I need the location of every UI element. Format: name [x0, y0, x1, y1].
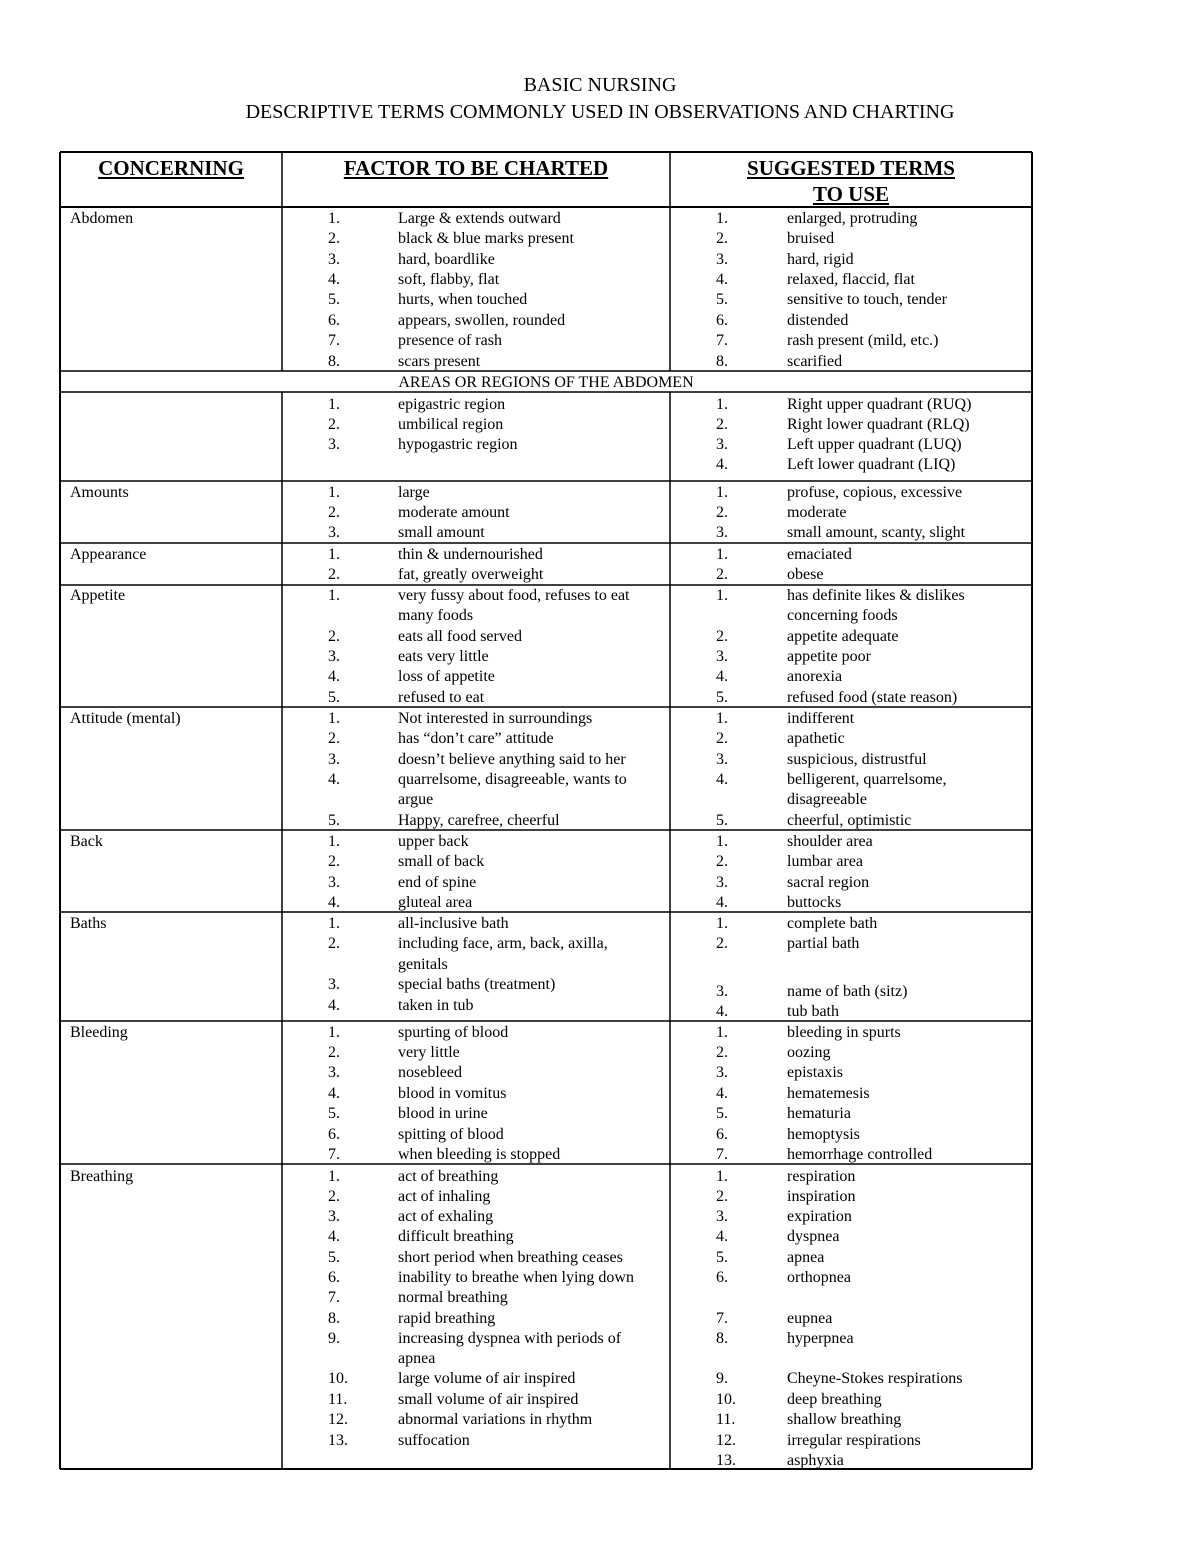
factor-text: act of breathing [398, 1168, 499, 1185]
term-text: small amount, scanty, slight [787, 524, 966, 541]
term-number: 2. [716, 628, 728, 645]
term-text: hyperpnea [787, 1330, 854, 1347]
factor-number: 1. [328, 1168, 340, 1185]
term-number: 5. [716, 1249, 728, 1266]
page-subtitle: DESCRIPTIVE TERMS COMMONLY USED IN OBSERVATIONS AND CHARTING [245, 101, 955, 123]
factor-text: apnea [398, 1350, 436, 1367]
factor-text: scars present [398, 353, 481, 370]
term-text: asphyxia [787, 1452, 844, 1469]
term-number: 5. [716, 1105, 728, 1122]
factor-text: hurts, when touched [398, 291, 528, 308]
factor-text: many foods [398, 607, 474, 624]
concerning-label: Baths [70, 915, 107, 932]
factor-number: 1. [328, 710, 340, 727]
factor-text: spitting of blood [398, 1126, 504, 1143]
factor-number: 7. [328, 1289, 340, 1306]
factor-number: 2. [328, 935, 340, 952]
term-number: 3. [716, 648, 728, 665]
factor-text: Large & extends outward [398, 210, 561, 227]
factor-text: blood in urine [398, 1105, 488, 1122]
factor-text: argue [398, 791, 434, 808]
term-number: 9. [716, 1370, 728, 1387]
term-number: 7. [716, 1146, 728, 1163]
factor-text: thin & undernourished [398, 546, 543, 563]
factor-text: increasing dyspnea with periods of [398, 1330, 622, 1347]
factor-text: eats very little [398, 648, 489, 665]
factor-number: 2. [328, 1044, 340, 1061]
factor-number: 11. [328, 1391, 348, 1408]
term-text: bleeding in spurts [787, 1024, 901, 1041]
term-number: 2. [716, 853, 728, 870]
factor-text: umbilical region [398, 416, 504, 433]
term-number: 5. [716, 291, 728, 308]
factor-number: 2. [328, 230, 340, 247]
concerning-label: Breathing [70, 1168, 134, 1185]
term-text: Left lower quadrant (LIQ) [787, 456, 956, 473]
factor-text: small volume of air inspired [398, 1391, 579, 1408]
factor-number: 4. [328, 894, 340, 911]
factor-text: nosebleed [398, 1064, 462, 1081]
term-text: profuse, copious, excessive [787, 484, 963, 501]
term-number: 5. [716, 812, 728, 829]
factor-text: hard, boardlike [398, 251, 495, 268]
factor-number: 3. [328, 648, 340, 665]
term-text: concerning foods [787, 607, 898, 624]
term-number: 11. [716, 1411, 736, 1428]
factor-text: soft, flabby, flat [398, 271, 500, 288]
term-number: 1. [716, 396, 728, 413]
term-number: 2. [716, 566, 728, 583]
term-text: irregular respirations [787, 1432, 921, 1449]
factor-text: appears, swollen, rounded [398, 312, 566, 329]
factor-text: moderate amount [398, 504, 510, 521]
factor-number: 5. [328, 812, 340, 829]
term-text: hemorrhage controlled [787, 1146, 933, 1163]
header-factor: FACTOR TO BE CHARTED [343, 156, 609, 180]
term-number: 1. [716, 915, 728, 932]
factor-text: small of back [398, 853, 485, 870]
factor-number: 3. [328, 976, 340, 993]
term-text: rash present (mild, etc.) [787, 332, 939, 349]
factor-number: 3. [328, 436, 340, 453]
factor-number: 2. [328, 504, 340, 521]
factor-number: 5. [328, 1105, 340, 1122]
term-text: hemoptysis [787, 1126, 860, 1143]
term-text: Right upper quadrant (RUQ) [787, 396, 972, 413]
factor-text: including face, arm, back, axilla, [398, 935, 608, 952]
concerning-label: Appearance [70, 546, 147, 563]
term-text: appetite adequate [787, 628, 899, 645]
term-number: 13. [716, 1452, 736, 1469]
term-number: 1. [716, 484, 728, 501]
factor-number: 3. [328, 251, 340, 268]
term-number: 4. [716, 271, 728, 288]
term-text: suspicious, distrustful [787, 751, 927, 768]
term-text: refused food (state reason) [787, 689, 958, 706]
concerning-label: Attitude (mental) [70, 710, 181, 727]
term-number: 2. [716, 1188, 728, 1205]
term-number: 7. [716, 332, 728, 349]
term-number: 8. [716, 1330, 728, 1347]
term-number: 8. [716, 353, 728, 370]
term-number: 4. [716, 456, 728, 473]
term-number: 12. [716, 1432, 736, 1449]
factor-number: 3. [328, 1208, 340, 1225]
factor-number: 4. [328, 1085, 340, 1102]
term-number: 3. [716, 983, 728, 1000]
term-number: 2. [716, 1044, 728, 1061]
factor-text: abnormal variations in rhythm [398, 1411, 593, 1428]
factor-text: inability to breathe when lying down [398, 1269, 634, 1286]
factor-text: act of exhaling [398, 1208, 494, 1225]
factor-number: 2. [328, 1188, 340, 1205]
factor-text: Not interested in surroundings [398, 710, 593, 727]
term-text: enlarged, protruding [787, 210, 918, 227]
term-text: expiration [787, 1208, 852, 1225]
term-number: 4. [716, 1228, 728, 1245]
term-number: 4. [716, 894, 728, 911]
term-number: 3. [716, 751, 728, 768]
concerning-label: Appetite [70, 587, 126, 604]
factor-number: 4. [328, 997, 340, 1014]
concerning-label: Amounts [70, 484, 129, 501]
term-text: cheerful, optimistic [787, 812, 912, 829]
term-text: shallow breathing [787, 1411, 902, 1428]
term-number: 3. [716, 436, 728, 453]
term-number: 6. [716, 1126, 728, 1143]
term-text: sensitive to touch, tender [787, 291, 947, 308]
term-text: deep breathing [787, 1391, 882, 1408]
term-number: 3. [716, 1208, 728, 1225]
factor-text: large volume of air inspired [398, 1370, 576, 1387]
factor-text: epigastric region [398, 396, 506, 413]
factor-number: 12. [328, 1411, 348, 1428]
factor-text: presence of rash [398, 332, 502, 349]
term-text: sacral region [787, 874, 870, 891]
factor-number: 5. [328, 689, 340, 706]
term-text: distended [787, 312, 849, 329]
term-text: lumbar area [787, 853, 863, 870]
term-number: 7. [716, 1310, 728, 1327]
factor-number: 2. [328, 730, 340, 747]
header-concerning: CONCERNING [98, 156, 244, 180]
term-text: indifferent [787, 710, 855, 727]
factor-text: eats all food served [398, 628, 522, 645]
term-text: partial bath [787, 935, 860, 952]
factor-text: short period when breathing ceases [398, 1249, 623, 1266]
factor-text: rapid breathing [398, 1310, 496, 1327]
concerning-label: Bleeding [70, 1024, 128, 1041]
header-terms: SUGGESTED TERMS [747, 156, 955, 180]
term-text: orthopnea [787, 1269, 851, 1286]
factor-text: normal breathing [398, 1289, 508, 1306]
factor-number: 1. [328, 587, 340, 604]
factor-number: 4. [328, 771, 340, 788]
term-number: 4. [716, 771, 728, 788]
term-number: 1. [716, 1168, 728, 1185]
factor-text: genitals [398, 956, 448, 973]
term-text: anorexia [787, 668, 843, 685]
factor-number: 2. [328, 566, 340, 583]
concerning-label: Back [70, 833, 103, 850]
factor-number: 13. [328, 1432, 348, 1449]
term-text: belligerent, quarrelsome, [787, 771, 947, 788]
factor-text: when bleeding is stopped [398, 1146, 561, 1163]
factor-text: blood in vomitus [398, 1085, 507, 1102]
term-text: inspiration [787, 1188, 856, 1205]
term-text: apathetic [787, 730, 845, 747]
term-text: epistaxis [787, 1064, 843, 1081]
term-number: 5. [716, 689, 728, 706]
factor-number: 2. [328, 628, 340, 645]
term-text: obese [787, 566, 824, 583]
factor-text: spurting of blood [398, 1024, 509, 1041]
term-text: hematuria [787, 1105, 851, 1122]
factor-text: special baths (treatment) [398, 976, 556, 993]
factor-text: very fussy about food, refuses to eat [398, 587, 630, 604]
concerning-label: Abdomen [70, 210, 134, 227]
factor-number: 7. [328, 1146, 340, 1163]
factor-text: refused to eat [398, 689, 485, 706]
term-text: Cheyne-Stokes respirations [787, 1370, 963, 1387]
term-number: 1. [716, 587, 728, 604]
term-text: oozing [787, 1044, 831, 1061]
factor-number: 3. [328, 874, 340, 891]
term-text: bruised [787, 230, 835, 247]
factor-number: 7. [328, 332, 340, 349]
term-number: 3. [716, 1064, 728, 1081]
term-number: 4. [716, 668, 728, 685]
factor-text: black & blue marks present [398, 230, 574, 247]
term-text: hard, rigid [787, 251, 854, 268]
term-text: hematemesis [787, 1085, 870, 1102]
factor-number: 6. [328, 1126, 340, 1143]
factor-text: very little [398, 1044, 460, 1061]
factor-text: has “don’t care” attitude [398, 730, 554, 747]
term-number: 4. [716, 1003, 728, 1020]
factor-number: 6. [328, 312, 340, 329]
factor-number: 1. [328, 396, 340, 413]
factor-text: quarrelsome, disagreeable, wants to [398, 771, 627, 788]
factor-number: 1. [328, 1024, 340, 1041]
factor-text: gluteal area [398, 894, 473, 911]
term-text: tub bath [787, 1003, 839, 1020]
factor-number: 3. [328, 1064, 340, 1081]
factor-number: 1. [328, 546, 340, 563]
factor-number: 2. [328, 416, 340, 433]
header-terms-line2: TO USE [812, 182, 890, 206]
factor-number: 4. [328, 271, 340, 288]
factor-number: 10. [328, 1370, 348, 1387]
term-text: scarified [787, 353, 843, 370]
term-text: Right lower quadrant (RLQ) [787, 416, 970, 433]
term-text: disagreeable [787, 791, 867, 808]
section-subheader: AREAS OR REGIONS OF THE ABDOMEN [398, 374, 694, 391]
term-number: 1. [716, 833, 728, 850]
factor-text: suffocation [398, 1432, 470, 1449]
factor-number: 9. [328, 1330, 340, 1347]
factor-text: Happy, carefree, cheerful [398, 812, 560, 829]
term-text: dyspnea [787, 1228, 840, 1245]
factor-number: 4. [328, 1228, 340, 1245]
term-text: has definite likes & dislikes [787, 587, 965, 604]
term-number: 1. [716, 1024, 728, 1041]
term-text: shoulder area [787, 833, 873, 850]
term-text: respiration [787, 1168, 856, 1185]
page-title: BASIC NURSING [523, 74, 677, 96]
term-number: 6. [716, 1269, 728, 1286]
term-text: name of bath (sitz) [787, 983, 908, 1000]
term-text: Left upper quadrant (LUQ) [787, 436, 962, 453]
term-number: 3. [716, 251, 728, 268]
factor-number: 5. [328, 291, 340, 308]
factor-number: 1. [328, 210, 340, 227]
term-text: emaciated [787, 546, 852, 563]
factor-number: 1. [328, 833, 340, 850]
term-number: 1. [716, 210, 728, 227]
term-number: 6. [716, 312, 728, 329]
factor-text: all-inclusive bath [398, 915, 509, 932]
factor-number: 8. [328, 1310, 340, 1327]
factor-text: small amount [398, 524, 485, 541]
factor-number: 4. [328, 668, 340, 685]
factor-text: fat, greatly overweight [398, 566, 544, 583]
factor-text: upper back [398, 833, 469, 850]
factor-number: 3. [328, 751, 340, 768]
term-text: moderate [787, 504, 847, 521]
factor-text: loss of appetite [398, 668, 495, 685]
term-number: 2. [716, 730, 728, 747]
factor-text: difficult breathing [398, 1228, 514, 1245]
term-number: 2. [716, 416, 728, 433]
factor-text: large [398, 484, 430, 501]
term-text: appetite poor [787, 648, 871, 665]
term-number: 1. [716, 546, 728, 563]
factor-text: act of inhaling [398, 1188, 491, 1205]
factor-text: taken in tub [398, 997, 474, 1014]
term-text: eupnea [787, 1310, 833, 1327]
factor-number: 6. [328, 1269, 340, 1286]
factor-number: 2. [328, 853, 340, 870]
term-number: 2. [716, 230, 728, 247]
term-text: apnea [787, 1249, 825, 1266]
term-number: 4. [716, 1085, 728, 1102]
term-text: buttocks [787, 894, 842, 911]
factor-number: 1. [328, 915, 340, 932]
term-number: 10. [716, 1391, 736, 1408]
factor-number: 3. [328, 524, 340, 541]
term-number: 3. [716, 874, 728, 891]
term-number: 2. [716, 935, 728, 952]
factor-number: 1. [328, 484, 340, 501]
factor-text: end of spine [398, 874, 477, 891]
term-text: relaxed, flaccid, flat [787, 271, 915, 288]
factor-text: doesn’t believe anything said to her [398, 751, 626, 768]
factor-text: hypogastric region [398, 436, 518, 453]
term-number: 2. [716, 504, 728, 521]
term-number: 1. [716, 710, 728, 727]
factor-number: 5. [328, 1249, 340, 1266]
factor-number: 8. [328, 353, 340, 370]
term-number: 3. [716, 524, 728, 541]
term-text: complete bath [787, 915, 878, 932]
